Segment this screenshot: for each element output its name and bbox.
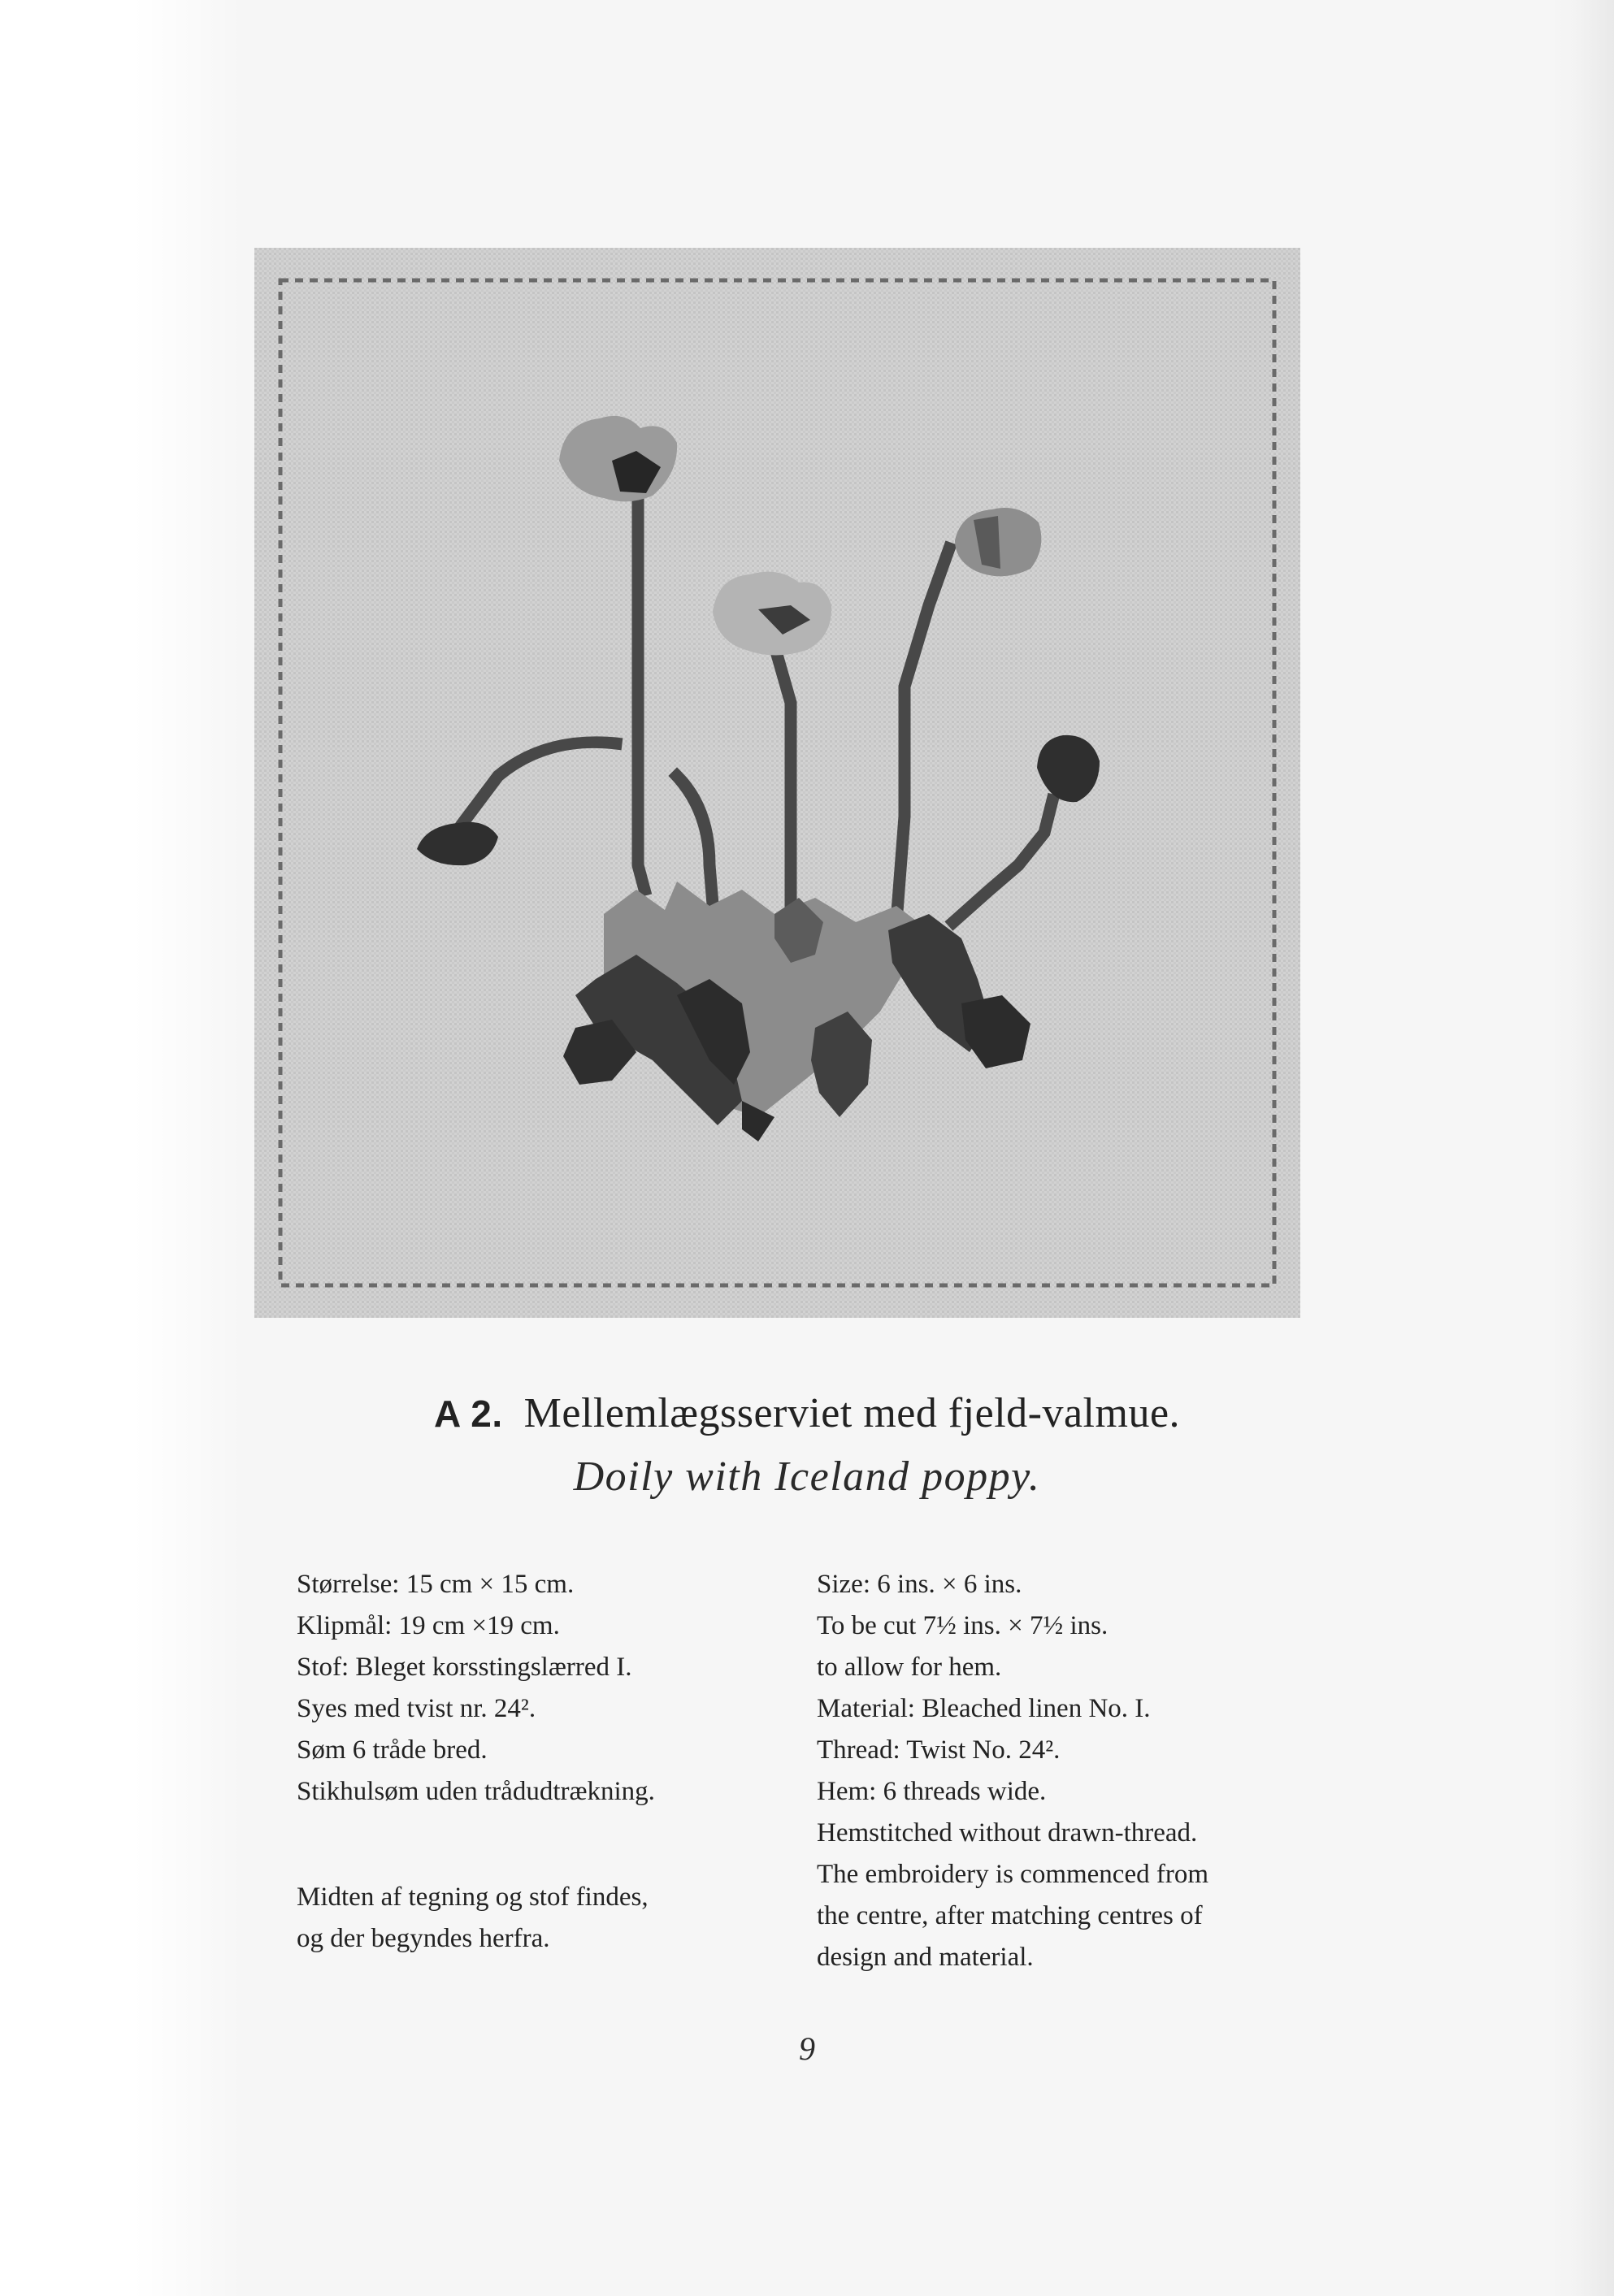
danish-spec-thread: Syes med tvist nr. 24².: [297, 1694, 536, 1723]
linen-fabric: [254, 248, 1300, 1318]
caption-english: Doily with Iceland poppy.: [573, 1453, 1041, 1500]
stem-left-flower: [638, 492, 644, 890]
danish-note-line-1: Midten af tegning og stof findes,: [297, 1882, 649, 1912]
english-specs: [817, 1564, 1208, 1978]
english-spec-note-2: the centre, after matching centres of: [817, 1901, 1203, 1930]
english-spec-hem-allowance: to allow for hem.: [817, 1653, 1002, 1682]
danish-specs: [297, 1564, 655, 1813]
danish-note-line-2: og der begyndes herfra.: [297, 1924, 550, 1953]
page-number: 9: [799, 2030, 815, 2067]
danish-spec-hem: Søm 6 tråde bred.: [297, 1735, 488, 1765]
caption-danish: [0, 1389, 1614, 1437]
english-spec-material: Material: Bleached linen No. I.: [817, 1694, 1151, 1723]
english-spec-size: Size: 6 ins. × 6 ins.: [817, 1570, 1022, 1599]
pattern-code: A 2.: [433, 1393, 503, 1435]
english-spec-note-1: The embroidery is commenced from: [817, 1860, 1208, 1889]
english-spec-thread: Thread: Twist No. 24².: [817, 1735, 1061, 1765]
danish-note: [297, 1877, 649, 1960]
english-spec-hemstitch: Hemstitched without drawn-thread.: [817, 1818, 1198, 1848]
danish-spec-hemstitch: Stikhulsøm uden trådudtrækning.: [297, 1777, 655, 1806]
paper-edge-right: [1549, 0, 1614, 2296]
danish-spec-size: Størrelse: 15 cm × 15 cm.: [297, 1570, 575, 1599]
doily-photo: [254, 248, 1300, 1318]
english-spec-cut: To be cut 7½ ins. × 7½ ins.: [817, 1611, 1109, 1640]
danish-spec-fabric: Stof: Bleget korsstingslærred I.: [297, 1653, 632, 1682]
danish-spec-cut: Klipmål: 19 cm ×19 cm.: [297, 1611, 560, 1640]
english-spec-note-3: design and material.: [817, 1943, 1034, 1972]
english-spec-hem: Hem: 6 threads wide.: [817, 1777, 1047, 1806]
doily-embroidery-figure: [254, 248, 1300, 1318]
caption-danish-text: Mellemlægsserviet med fjeld-valmue.: [523, 1390, 1181, 1436]
paper-edge-left: [0, 0, 244, 2296]
